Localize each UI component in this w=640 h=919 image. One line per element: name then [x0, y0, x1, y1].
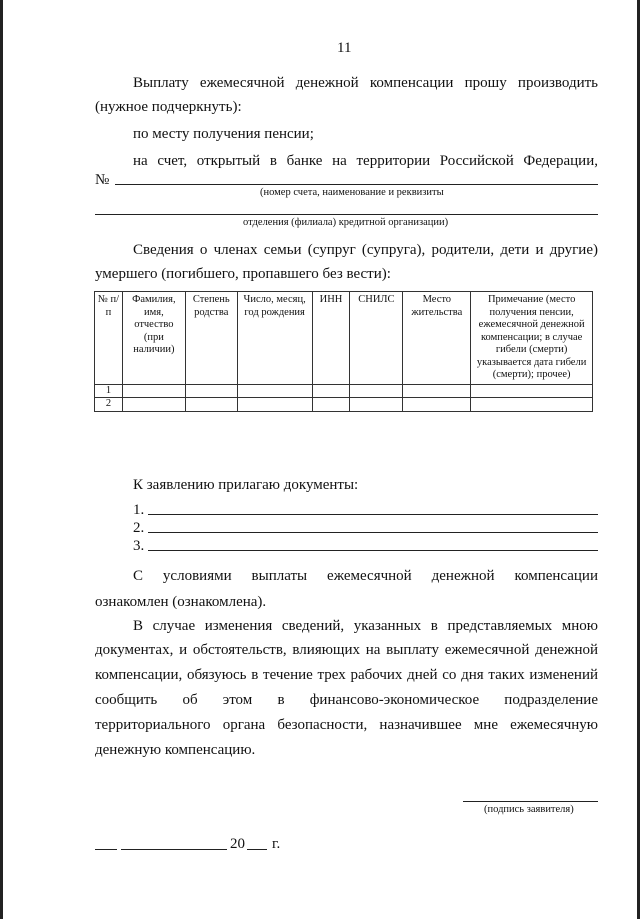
family-members-table: [94, 291, 593, 412]
table-row: [95, 398, 593, 412]
attachment-line-3[interactable]: [148, 550, 598, 551]
date-month-line[interactable]: [121, 849, 227, 850]
header-name: Фамилия, имя, отчество (при наличии): [122, 292, 185, 385]
account-field-line[interactable]: [115, 184, 598, 185]
number-sign: №: [95, 172, 110, 188]
account-caption: (номер счета, наименование и реквизиты: [260, 187, 444, 198]
option-pension: по месту получения пенсии;: [133, 126, 314, 142]
cell[interactable]: [312, 384, 350, 398]
para4-line4: сообщить об этом в финансово-экономическое подразделение: [95, 692, 598, 708]
attachment-label-1: 1.: [133, 502, 145, 518]
cell[interactable]: [403, 398, 471, 412]
cell[interactable]: [122, 384, 185, 398]
cell[interactable]: [185, 398, 237, 412]
table-row: [95, 384, 593, 398]
header-number: № п/п: [95, 292, 123, 385]
header-birthdate: Число, месяц, год рождения: [237, 292, 312, 385]
date-year-line[interactable]: [247, 849, 267, 850]
cell[interactable]: [185, 384, 237, 398]
cell[interactable]: [122, 398, 185, 412]
para4-line6: денежную компенсацию.: [95, 742, 256, 758]
signature-line[interactable]: [463, 801, 598, 802]
para4-line5: территориального органа безопасности, назначившее мне ежемесячную: [95, 717, 598, 733]
bank-field-line[interactable]: [95, 214, 598, 215]
cell[interactable]: [312, 398, 350, 412]
cell: 2: [95, 398, 123, 412]
para4-line2: документах, и обстоятельств, влияющих на выплату ежемесячной денежной: [95, 642, 598, 658]
header-residence: Место жительства: [403, 292, 471, 385]
cell[interactable]: [471, 384, 593, 398]
date-year-suffix: г.: [272, 836, 281, 852]
cell: 1: [95, 384, 123, 398]
para1-line2: (нужное подчеркнуть):: [95, 99, 242, 115]
para2-line2: умершего (погибшего, пропавшего без вести):: [95, 266, 391, 282]
para2-line1: Сведения о членах семьи (супруг (супруга), родители, дети и другие): [133, 242, 598, 258]
bank-caption: отделения (филиала) кредитной организации): [243, 217, 449, 228]
para3-line2: ознакомлен (ознакомлена).: [95, 594, 267, 610]
scan-edge-left: [0, 0, 3, 919]
para1-line1: Выплату ежемесячной денежной компенсации прошу производить: [133, 75, 598, 91]
attachments-heading: К заявлению прилагаю документы:: [133, 477, 359, 493]
cell[interactable]: [237, 398, 312, 412]
header-relation: Степень родства: [185, 292, 237, 385]
para4-line3: компенсации, обязуюсь в течение трех рабочих дней со дня таких изменений: [95, 667, 598, 683]
attachment-line-1[interactable]: [148, 514, 598, 515]
header-inn: ИНН: [312, 292, 350, 385]
date-day-line[interactable]: [95, 849, 117, 850]
cell[interactable]: [350, 398, 403, 412]
date-year-prefix: 20: [230, 836, 245, 852]
para3-line1: С условиями выплаты ежемесячной денежной компенсации: [133, 568, 598, 584]
attachment-line-2[interactable]: [148, 532, 598, 533]
cell[interactable]: [403, 384, 471, 398]
cell[interactable]: [471, 398, 593, 412]
header-snils: СНИЛС: [350, 292, 403, 385]
para4-line1: В случае изменения сведений, указанных в представляемых мною: [133, 618, 598, 634]
option-bank-account: на счет, открытый в банке на территории Российской Федерации,: [133, 153, 598, 169]
signature-caption: (подпись заявителя): [484, 804, 574, 815]
cell[interactable]: [237, 384, 312, 398]
cell[interactable]: [350, 384, 403, 398]
attachment-label-2: 2.: [133, 520, 145, 536]
table-header-row: [95, 292, 593, 385]
page-number: 11: [337, 40, 352, 56]
attachment-label-3: 3.: [133, 538, 145, 554]
header-note: Примечание (место получения пенсии, ежемесячной денежной компенсации; в случае гибели (смерти) указывается дата гибели (смерти); прочее): [471, 292, 593, 385]
